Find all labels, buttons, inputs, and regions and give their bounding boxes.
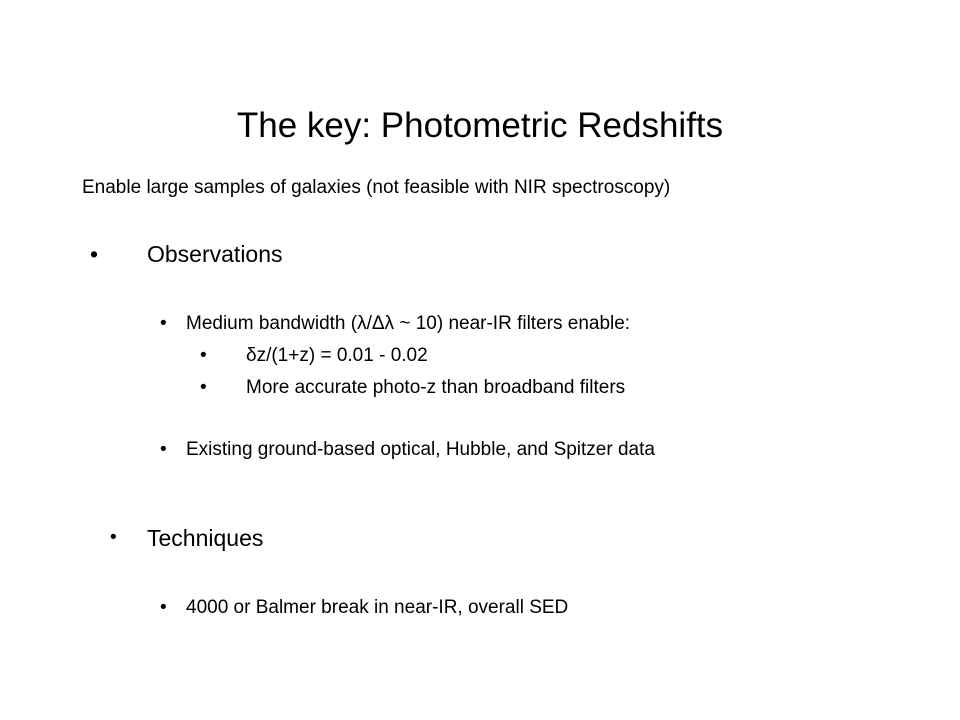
section-heading: Techniques xyxy=(147,525,264,551)
list-item: 4000 or Balmer break in near-IR, overall SED xyxy=(186,597,569,618)
list-subitem: More accurate photo-z than broadband filters xyxy=(246,377,626,398)
bullet-marker: • xyxy=(90,241,99,267)
bullet-marker: • xyxy=(200,345,207,366)
slide-subtitle: Enable large samples of galaxies (not feasible with NIR spectroscopy) xyxy=(82,177,671,198)
list-item: Medium bandwidth (λ/Δλ ~ 10) near-IR filters enable: xyxy=(186,313,631,334)
bullet-marker: • xyxy=(200,377,207,398)
section-heading: Observations xyxy=(147,241,283,267)
list-subitem: δz/(1+z) = 0.01 - 0.02 xyxy=(246,345,428,366)
bullet-marker: • xyxy=(160,313,167,334)
bullet-marker: • xyxy=(160,597,167,618)
bullet-marker: • xyxy=(160,439,167,460)
slide-title: The key: Photometric Redshifts xyxy=(236,106,724,145)
bullet-marker: • xyxy=(110,527,117,548)
list-item: Existing ground-based optical, Hubble, and Spitzer data xyxy=(186,439,655,460)
